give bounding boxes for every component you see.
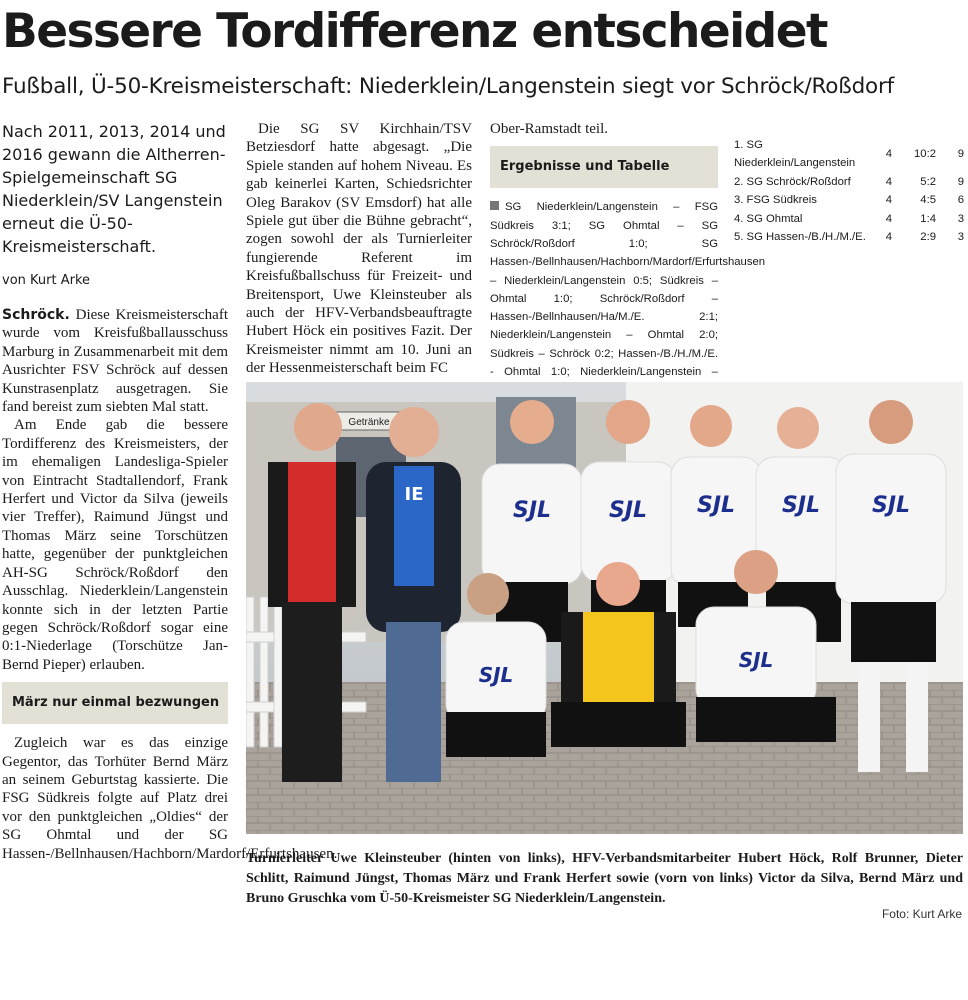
points-cell: 9 (957, 175, 964, 188)
svg-text:SJL: SJL (478, 663, 514, 687)
column-1 (2, 120, 338, 863)
paragraph-4: Die SG SV Kirchhain/TSV Betziesdorf hatte abgesagt. „Die Spiele standen auf hohem Niveau. Es gab keinerlei Karten, Schiedsrichter Oleg Barakov (SV Emsdorf) hat alle Spiele gut über die Bühne gebracht“, zogen sowohl der als Turnierleiter fungierende Referent im Kreisfußballschuss für Freizeit- und Breitensport, Uwe Kleinsteuber als auch der HFV-Verbandsbeauftragte Hubert Höck ein positives Fazit. Der Kreismeister nimmt am 10. Juni an der Hessenmeisterschaft beim FC (246, 121, 472, 377)
headline: Bessere Tordifferenz entscheidet (2, 4, 827, 59)
svg-text:SJL: SJL (512, 498, 552, 523)
svg-text:SJL: SJL (696, 493, 736, 518)
subheadline: Fußball, Ü-50-Kreismeisterschaft: Niederklein/Langenstein siegt vor Schröck/Roßdorf (2, 74, 894, 99)
games-cell: 4 (885, 212, 892, 225)
goals-cell: 1:4 (920, 212, 936, 225)
team-cell: 3. FSG Südkreis (734, 194, 817, 207)
dateline: Schröck. (2, 307, 70, 323)
team-cell: 5. SG Hassen-/B./H./M./E. (734, 231, 866, 244)
games-cell: 4 (885, 148, 892, 161)
paragraph-1 (2, 306, 228, 416)
column-3 (490, 120, 766, 418)
table-row (734, 191, 964, 209)
team-cell: 2. SG Schröck/Roßdorf (734, 175, 851, 188)
team-cell: 1. SG Niederklein/Langenstein (734, 139, 856, 170)
column-2 (246, 120, 472, 378)
paragraph-3: Zugleich war es das einzige Gegentor, das Torhüter Bernd März an seinem Geburtstag kassierte. Die FSG Südkreis folgte auf Platz drei vor den punktgleichen „Oldies“ der SG Ohmtal und der SG Hassen-/Bellnhausen/Hachborn/Mardorf/Erfurtshausen. (2, 735, 338, 862)
teaser: Nach 2011, 2013, 2014 und 2016 gewann die Altherren-Spielgemeinschaft SG Niederklein/SV Langenstein erneut die Ü-50-Kreismeisterschaft. (2, 122, 226, 256)
table-row (734, 136, 964, 173)
sign-text: Getränke (348, 417, 390, 428)
team-cell: 4. SG Ohmtal (734, 212, 803, 225)
goals-cell: 2:9 (920, 231, 936, 244)
paragraph-2: Am Ende gab die bessere Tordifferenz des Kreismeisters, der im ehemaligen Landesliga-Spieler von Eintracht Stadtallendorf, Frank Herfert und Victor da Silva (jeweils vier Treffer), Raimund Jüngst und Thomas März seine Torschützen hatte, gegenüber der punktgleichen AH-SG Schröck/Roßdorf den Ausschlag. Niederklein/Langenstein konnte sich in der letzten Partie gegen Schröck/Roßdorf sogar eine 0:1-Niederlage (Torschütze Jan-Bernd Pieper) erlauben. (2, 417, 228, 673)
subhead-box-2: Ergebnisse und Tabelle (490, 146, 718, 188)
points-cell: 3 (957, 231, 964, 244)
points-cell: 3 (957, 212, 964, 225)
column-4 (734, 120, 964, 246)
goals-cell: 5:2 (920, 175, 936, 188)
points-cell: 9 (957, 148, 964, 161)
svg-text:SJL: SJL (781, 493, 821, 518)
paragraph-1-text: Diese Kreismeisterschaft wurde vom Kreisfußballausschuss Marburg in Zusammenarbeit mit dem Ausrichter FSV Schröck auf dessen Kunstrasenplatz ausgetragen. Sie fand bereist zum siebten Mal statt. (2, 307, 229, 416)
subhead-box-1: März nur einmal bezwungen (2, 682, 228, 724)
points-cell: 6 (957, 194, 964, 207)
table-row (734, 228, 964, 246)
byline: von Kurt Arke (2, 273, 91, 288)
shirt-badge: IE (404, 484, 424, 505)
results-string: SG Niederklein/Langenstein – FSG Südkreis 3:1; SG Ohmtal – SG Schröck/Roßdorf 1:0; SG Hassen-/Bellnhausen/Hachborn/Mardorf/Erfurtshausen – Niederklein/Langenstein 0:5; Südkreis – Ohmtal 1:0; Schröck/Roßdorf – Hassen-/Bellnhausen/Ha/M./E. 2:1; Niederklein/Langenstein – Ohmtal 2:0; Südkreis – Schröck 0:2; Hassen-/B./H./M./E. - Ohmtal 1:0; Niederklein/Langenstein – (490, 201, 766, 379)
goals-cell: 4:5 (920, 194, 936, 207)
team-photo (246, 382, 963, 834)
photo-caption: Turnierleiter Uwe Kleinsteuber (hinten von links), HFV-Verbandsmitarbeiter Hubert Höck, Rolf Brunner, Dieter Schlitt, Raimund Jüngst, Thomas März und Frank Herfert sowie (vorn von links) Victor da Silva, Bernd März und Bruno Gruschka vom Ü-50-Kreismeister SG Niederklein/Langenstein. (246, 851, 963, 906)
paragraph-4-cont: Ober-Ramstadt teil. (490, 121, 609, 137)
bullet-square-icon (490, 201, 499, 210)
standings-table (734, 136, 964, 246)
svg-text:SJL: SJL (608, 498, 648, 523)
games-cell: 4 (885, 194, 892, 207)
svg-text:SJL: SJL (871, 493, 911, 518)
svg-text:SJL: SJL (738, 648, 774, 672)
goals-cell: 10:2 (914, 148, 936, 161)
table-row (734, 210, 964, 228)
games-cell: 4 (885, 231, 892, 244)
photo-credit: Foto: Kurt Arke (881, 907, 962, 921)
games-cell: 4 (885, 175, 892, 188)
table-row (734, 173, 964, 191)
